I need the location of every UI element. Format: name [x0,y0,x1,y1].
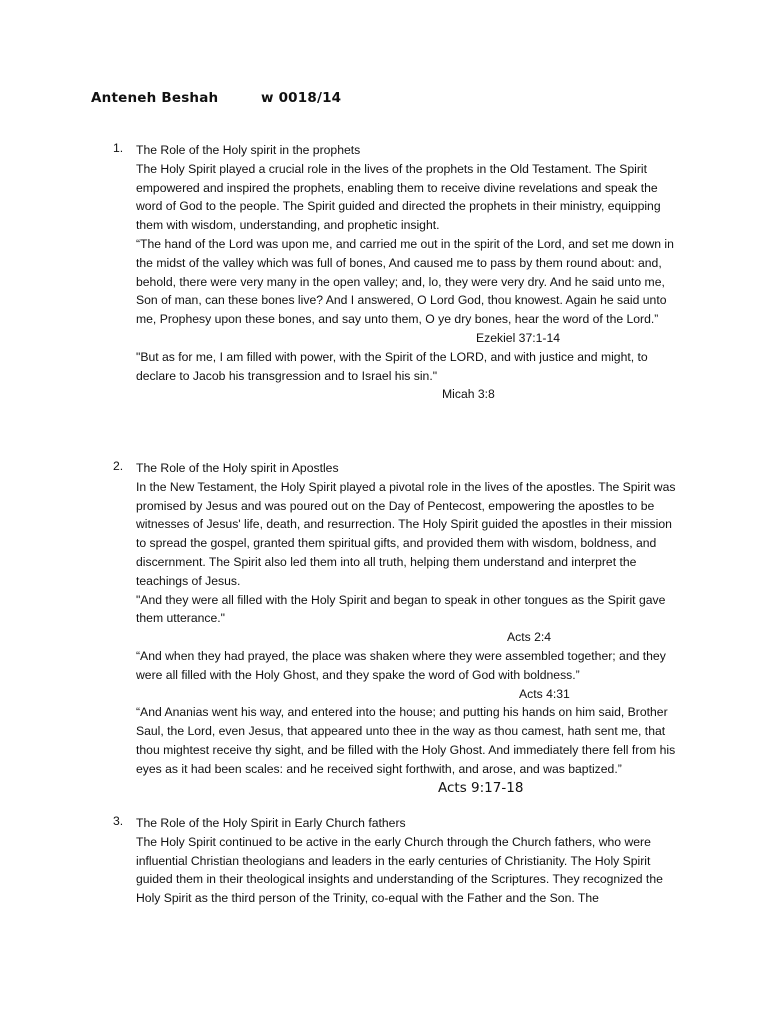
section-number: 2. [113,459,124,473]
student-id: w 0018/14 [261,90,342,106]
author-name: Anteneh Beshah [91,90,219,106]
section-title: The Role of the Holy spirit in the prophets [136,143,361,157]
scripture-quote: “And Ananias went his way, and entered into the house; and putting his hands on him said, Brother Saul, the Lord, even Jesus, that appeared unto thee in the way as thou camest, hath sent me, that thou mightest receive thy sight, and be filled with the Holy Ghost. And immediately there fell from his eyes as it had been scales: and he received sight forthwith, and arose, and was baptized.” [136,705,676,776]
scripture-quote: “And when they had prayed, the place was shaken where they were assembled together; and they were all filled with the Holy Ghost, and they spake the word of God with boldness.” [136,648,666,682]
section-2 [113,459,683,797]
scripture-reference: Micah 3:8 [442,387,495,402]
scripture-reference: Acts 2:4 [507,630,552,645]
section-number: 1. [113,141,124,155]
section-paragraph: The Holy Spirit continued to be active in the early Church through the Church fathers, who were influential Christian theologians and leaders in the early centuries of Christianity. The Holy Spirit guided them in their theological insights and understanding of the Scriptures. They recognized the Holy Spirit as the third person of the Trinity, co-equal with the Father and the Son. The [136,834,663,906]
scripture-reference: Acts 9:17-18 [438,779,524,796]
section-1 [113,141,683,404]
scripture-quote: “The hand of the Lord was upon me, and carried me out in the spirit of the Lord, and set me down in the midst of the valley which was full of bones, And caused me to pass by them round about: and, behold, there were very many in the open valley; and, lo, they were very dry. And he said unto me, Son of man, can these bones live? And I answered, O Lord God, thou knowest. Again he said unto me, Prophesy upon these bones, and say unto them, O ye dry bones, hear the word of the Lord.” [136,236,674,327]
scripture-quote: "And they were all filled with the Holy Spirit and began to speak in other tongues as the Spirit gave them utterance." [136,592,666,626]
section-paragraph: In the New Testament, the Holy Spirit played a pivotal role in the lives of the apostles. The Spirit was promised by Jesus and was poured out on the Day of Pentecost, empowering the apostles to be witnesses of Jesus' life, death, and resurrection. The Holy Spirit guided the apostles in their mission to spread the gospel, granted them spiritual gifts, and provided them with wisdom, boldness, and discernment. The Spirit also led them into all truth, helping them understand and interpret the teachings of Jesus. [136,479,676,588]
scripture-reference: Acts 4:31 [519,686,570,701]
section-title: The Role of the Holy spirit in Apostles [136,461,339,475]
section-number: 3. [113,814,124,828]
section-title: The Role of the Holy Spirit in Early Church fathers [136,816,406,830]
section-paragraph: The Holy Spirit played a crucial role in the lives of the prophets in the Old Testament. The Spirit empowered and inspired the prophets, enabling them to receive divine revelations and speak the word of God to the people. The Spirit guided and directed the prophets in their ministry, equipping them with wisdom, understanding, and prophetic insight. [136,161,661,233]
document-header [91,90,342,106]
scripture-quote: "But as for me, I am filled with power, with the Spirit of the LORD, and with justice and might, to declare to Jacob his transgression and to Israel his sin." [136,349,648,383]
section-3 [113,814,683,908]
scripture-reference: Ezekiel 37:1-14 [476,330,561,345]
